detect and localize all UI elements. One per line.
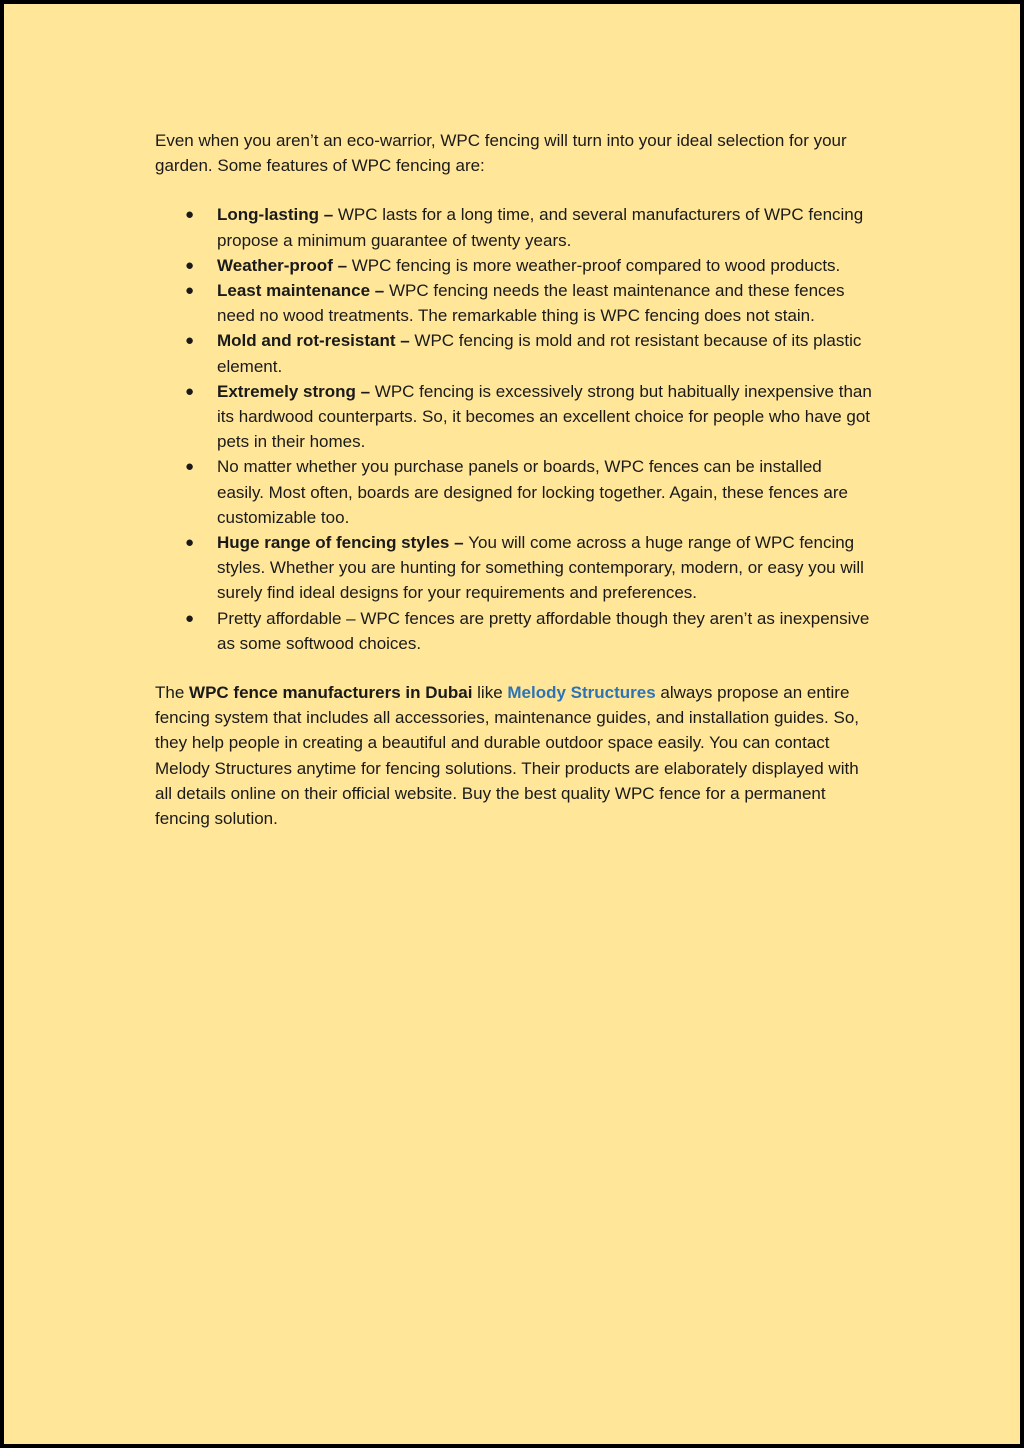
closing-text-start: The — [155, 683, 190, 703]
feature-lead: Mold and rot-resistant – — [217, 331, 415, 351]
bullet-icon: ● — [185, 609, 195, 627]
feature-text: WPC fencing is more weather-proof compared to wood products. — [351, 255, 841, 275]
feature-text: No matter whether you purchase panels or boards, WPC fences can be installed easily. Most often, boards are designed for locking together. Again, these fences are customizable too. — [217, 457, 848, 527]
bullet-icon: ● — [185, 282, 195, 300]
closing-text-rest: always propose an entire fencing system that includes all accessories, maintenance guides, and installation guides. So, they help people in creating a beautiful and durable outdoor space easily. You can contact Melody Structures anytime for fencing solutions. Their products are elaborately displayed with all details online on their official website. Buy the best quality WPC fence for a permanent fencing solution. — [155, 683, 860, 829]
bullet-icon: ● — [185, 534, 195, 552]
melody-structures-link[interactable]: Melody Structures — [507, 683, 656, 703]
feature-lead: Least maintenance – — [217, 281, 389, 301]
feature-text: WPC fencing needs the least maintenance and these fences need no wood treatments. The remarkable thing is WPC fencing does not stain. — [217, 281, 845, 326]
feature-text: WPC lasts for a long time, and several manufacturers of WPC fencing propose a minimum guarantee of twenty years. — [217, 205, 864, 250]
intro-paragraph: Even when you aren’t an eco-warrior, WPC fencing will turn into your ideal selection for your garden. Some features of WPC fencing are: — [155, 131, 847, 176]
list-item — [155, 530, 873, 606]
bullet-icon: ● — [185, 458, 195, 476]
features-list — [155, 202, 873, 656]
closing-paragraph — [155, 680, 873, 831]
feature-text: You will come across a huge range of WPC fencing styles. Whether you are hunting for something contemporary, modern, or easy you will surely find ideal designs for your requirements and preferences. — [217, 533, 864, 603]
bullet-icon: ● — [185, 382, 195, 400]
closing-text-like: like — [472, 683, 508, 703]
bullet-icon: ● — [185, 206, 195, 224]
feature-lead: Huge range of fencing styles – — [217, 533, 469, 553]
list-item — [155, 202, 873, 252]
bullet-icon: ● — [185, 332, 195, 350]
list-item — [155, 379, 873, 455]
bullet-icon: ● — [185, 256, 195, 274]
list-item — [155, 454, 873, 530]
feature-lead: Extremely strong – — [217, 381, 375, 401]
feature-text: Pretty affordable – WPC fences are pretty affordable though they aren’t as inexpensive as some softwood choices. — [217, 608, 870, 653]
list-item — [155, 253, 873, 278]
feature-lead: Long-lasting – — [217, 205, 338, 225]
feature-text: WPC fencing is mold and rot resistant because of its plastic element. — [217, 331, 862, 376]
list-item — [155, 328, 873, 378]
document-body — [155, 128, 873, 831]
manufacturers-phrase: WPC fence manufacturers in Dubai — [189, 683, 473, 703]
list-item — [155, 606, 873, 656]
list-item — [155, 278, 873, 328]
feature-text: WPC fencing is excessively strong but habitually inexpensive than its hardwood counterparts. So, it becomes an excellent choice for people who have got pets in their homes. — [217, 381, 872, 452]
feature-lead: Weather-proof – — [217, 255, 352, 275]
